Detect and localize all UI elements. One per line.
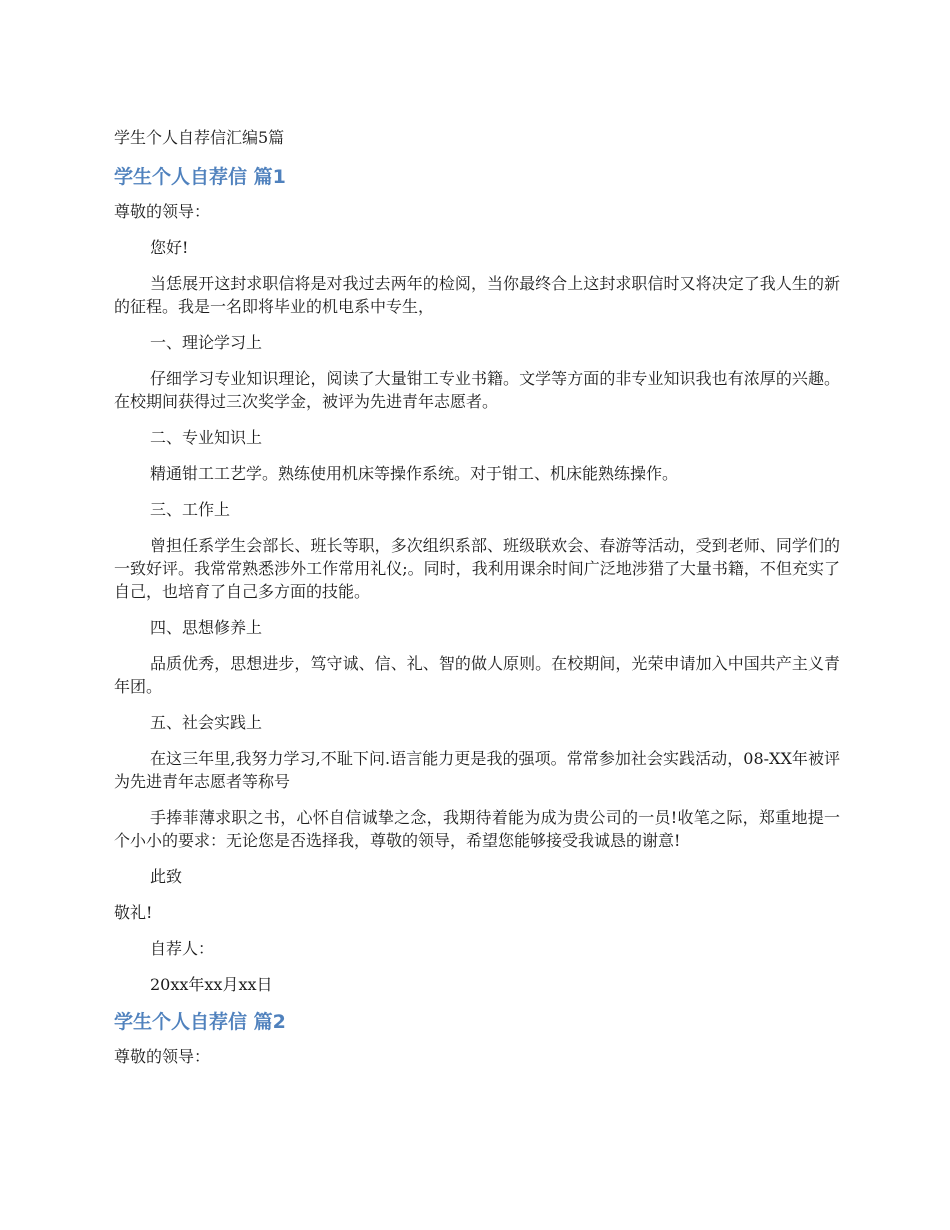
greeting: 您好!	[150, 238, 189, 257]
intro-paragraph: 当恁展开这封求职信将是对我过去两年的检阅，当你最终合上这封求职信时又将决定了我人生的新的征程。我是一名即将毕业的机电系中专生，	[114, 274, 840, 316]
cizhi-line: 此致	[150, 867, 183, 886]
date-line: 20xx年xx月xx日	[150, 975, 273, 994]
subsection-body-work: 曾担任系学生会部长、班长等职，多次组织系部、班级联欢会、春游等活动，受到老师、同学们的一致好评。我常常熟悉涉外工作常用礼仪;。同时，我利用课余时间广泛地涉猎了大量书籍，不但充实了自己，也培育了自己多方面的技能。	[114, 536, 840, 601]
closing-paragraph: 手捧菲薄求职之书，心怀自信诚挚之念，我期待着能为成为贵公司的一员!收笔之际，郑重地提一个小小的要求：无论您是否选择我，尊敬的领导，希望您能够接受我诚恳的谢意!	[114, 808, 840, 850]
salutation: 尊敬的领导：	[114, 202, 211, 221]
subsection-body-theory: 仔细学习专业知识理论，阅读了大量钳工专业书籍。文学等方面的非专业知识我也有浓厚的兴趣。在校期间获得过三次奖学金，被评为先进青年志愿者。	[114, 369, 840, 411]
subsection-title-practice: 五、社会实践上	[150, 713, 263, 732]
subsection-body-knowledge: 精通钳工工艺学。熟练使用机床等操作系统。对于钳工、机床能熟练操作。	[150, 464, 679, 483]
jingli-line: 敬礼!	[114, 903, 153, 922]
subsection-body-ideology: 品质优秀，思想进步，笃守诚、信、礼、智的做人原则。在校期间，光荣申请加入中国共产主义青年团。	[114, 654, 840, 696]
document-title: 学生个人自荐信汇编5篇	[114, 128, 285, 147]
document-page	[114, 126, 840, 1081]
subsection-body-practice: 在这三年里,我努力学习,不耻下问.语言能力更是我的强项。常常参加社会实践活动，08-XX年被评为先进青年志愿者等称号	[114, 749, 840, 791]
subsection-title-knowledge: 二、专业知识上	[150, 428, 263, 447]
signer-line: 自荐人：	[150, 939, 215, 958]
section-heading-2: 学生个人自荐信 篇2	[114, 1011, 286, 1033]
subsection-title-theory: 一、理论学习上	[150, 333, 263, 352]
subsection-title-work: 三、工作上	[150, 500, 231, 519]
section-heading-1: 学生个人自荐信 篇1	[114, 166, 286, 188]
subsection-title-ideology: 四、思想修养上	[150, 618, 263, 637]
salutation-2: 尊敬的领导：	[114, 1047, 211, 1066]
